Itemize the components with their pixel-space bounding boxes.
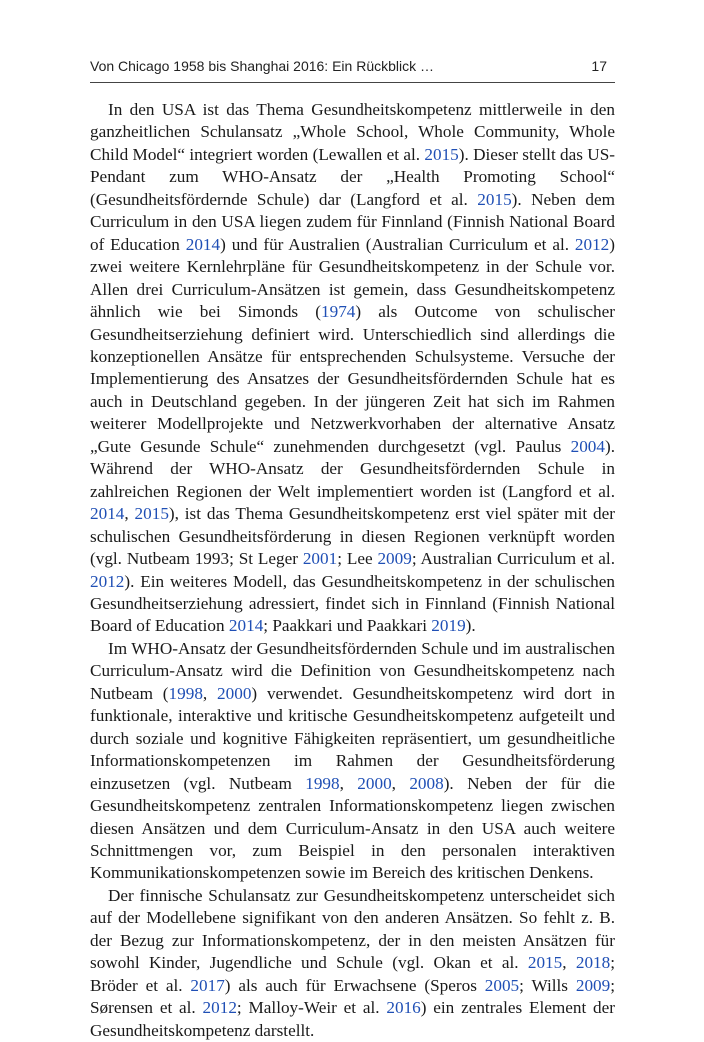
paragraph bbox=[90, 638, 615, 885]
citation-link[interactable]: 1998 bbox=[305, 773, 340, 793]
paragraph-text: ). Neben dem Curriculum in den USA liegen zudem für Finnland (Finnish National Board of Education bbox=[90, 189, 615, 254]
page-number: 17 bbox=[591, 58, 607, 74]
running-head bbox=[90, 58, 615, 78]
citation-link[interactable]: 1998 bbox=[168, 683, 203, 703]
citation-link[interactable]: 2017 bbox=[190, 975, 225, 995]
paragraph-text: , bbox=[202, 683, 218, 703]
paragraph-text: Der finnische Schulansatz zur Gesundheitskompetenz unterscheidet sich auf der Modellebene signifikant von den anderen Ansätzen. So fehlt z. B. der Bezug zur Informationskompetenz, der in den meisten Ansätzen für sowohl Kinder, Jugendliche und Schule (vgl. Okan et al. bbox=[90, 885, 615, 973]
citation-link[interactable]: 2014 bbox=[185, 234, 221, 254]
paragraph-text: , bbox=[562, 953, 576, 973]
paragraph-text: ; Malloy-Weir et al. bbox=[236, 998, 387, 1018]
paragraph-text: ) als Outcome von schulischer Gesundheitserziehung definiert wird. Unterschiedlich sind allerdings die konzeptionellen Ansätze für entsprechenden Schulsysteme. Versuche der Implementierung des Ansatzes der Gesundheitsfördernden Schule hat es auch in Deutschland gegeben. In der jüngeren Zeit hat sich im Rahmen weiterer Modellprojekte und Netzwerkvorhaben der alternative Ansatz „Gute Gesunde Schule“ zunehmenden durchgesetzt (vgl. Paulus bbox=[90, 302, 615, 456]
paragraph-text: ) zwei weitere Kernlehrpläne für Gesundheitskompetenz in der Schule vor. Allen drei Curriculum-Ansätzen ist gemein, dass Gesundheitskompetenz ähnlich wie bei Simonds ( bbox=[90, 234, 615, 322]
citation-link[interactable]: 2000 bbox=[357, 773, 392, 793]
running-head-title: Von Chicago 1958 bis Shanghai 2016: Ein Rückblick … bbox=[90, 58, 434, 74]
citation-link[interactable]: 2009 bbox=[575, 975, 611, 995]
citation-link[interactable]: 2018 bbox=[575, 953, 611, 973]
paragraph-text: ). Ein weiteres Modell, das Gesundheitskompetenz in der schulischen Gesundheitserziehung adressiert, findet sich in Finnland (Finnish National Board of Education bbox=[90, 571, 615, 636]
paragraph-text: In den USA ist das Thema Gesundheitskompetenz mittlerweile in den ganzheitlichen Schulansatz „Whole School, Whole Community, Whole Child Model“ integriert worden (Lewallen et al. bbox=[90, 100, 615, 164]
paragraph-text: ). Neben der für die Gesundheitskompetenz zentralen Informationskompetenz liegen zwischen diesen Ansätzen und dem Curriculum-Ansatz in den USA auch weitere Schnittmengen vor, zum Beispiel in den personalen interaktiven Kommunikationskompetenzen sowie im Bereich des kritischen Denkens. bbox=[90, 773, 616, 883]
citation-link[interactable]: 2004 bbox=[570, 436, 605, 456]
paragraph-text: ; Sørensen et al. bbox=[90, 975, 616, 1018]
citation-link[interactable]: 1974 bbox=[321, 302, 356, 322]
paragraph-text: ) und für Australien (Australian Curriculum et al. bbox=[220, 234, 575, 254]
paragraph bbox=[90, 885, 615, 1042]
paragraph-text: ; Australian Curriculum et al. bbox=[411, 549, 615, 569]
paragraph-text: , bbox=[339, 773, 358, 793]
paragraph-text: ; Bröder et al. bbox=[90, 953, 616, 995]
citation-link[interactable]: 2015 bbox=[527, 953, 563, 973]
citation-link[interactable]: 2012 bbox=[202, 998, 237, 1018]
paragraph-text: ; Wills bbox=[519, 975, 576, 995]
citation-link[interactable]: 2015 bbox=[424, 144, 459, 164]
paragraph-text: , bbox=[391, 773, 410, 793]
paragraph bbox=[90, 99, 615, 638]
citation-link[interactable]: 2015 bbox=[477, 189, 512, 209]
paragraph-text: ) ein zentrales Element der Gesundheitskompetenz darstellt. bbox=[90, 998, 615, 1040]
paragraph-text: ; Lee bbox=[337, 549, 378, 569]
citation-link[interactable]: 2001 bbox=[302, 549, 338, 569]
citation-link[interactable]: 2008 bbox=[409, 773, 444, 793]
citation-link[interactable]: 2012 bbox=[90, 571, 125, 591]
paragraph-text: Im WHO-Ansatz der Gesundheitsfördernden Schule und im australischen Curriculum-Ansatz wird die Definition von Gesundheitskompetenz nach Nutbeam ( bbox=[90, 638, 615, 703]
paragraph-text: ) als auch für Erwachsene (Speros bbox=[224, 975, 485, 995]
paragraph-text: , bbox=[124, 504, 135, 524]
citation-link[interactable]: 2005 bbox=[484, 975, 520, 995]
paragraph-text: ). bbox=[465, 616, 476, 636]
citation-link[interactable]: 2012 bbox=[574, 234, 610, 254]
paragraph-text: ), ist das Thema Gesundheitskompetenz erst viel später mit der schulischen Gesundheitsförderung in diesen Regionen verknüpft worden (vgl. Nutbeam 1993; St Leger bbox=[90, 504, 616, 569]
paragraph-text: ; Paakkari und Paakkari bbox=[263, 616, 432, 636]
paragraph-text: ). Dieser stellt das US-Pendant zum WHO-Ansatz der „Health Promoting School“ (Gesundheitsfördernde Schule) dar (Langford et al. bbox=[90, 144, 615, 209]
citation-link[interactable]: 2000 bbox=[217, 683, 252, 703]
paragraph-text: ) verwendet. Gesundheitskompetenz wird dort in funktionale, interaktive und kritische Gesundheitskompetenz aufgeteilt und durch soziale und kognitive Fähigkeiten repräsentiert, um gesundheitliche Informationskompetenzen im Rahmen der Gesundheitsförderung einzusetzen (vgl. Nutbeam bbox=[90, 683, 615, 793]
citation-link[interactable]: 2019 bbox=[431, 616, 466, 636]
citation-link[interactable]: 2015 bbox=[134, 504, 169, 524]
paragraph-text: ). Während der WHO-Ansatz der Gesundheitsfördernden Schule in zahlreichen Regionen der Welt implementiert worden ist (Langford et al. bbox=[90, 436, 615, 501]
citation-link[interactable]: 2014 bbox=[228, 616, 264, 636]
citation-link[interactable]: 2016 bbox=[386, 998, 421, 1018]
citation-link[interactable]: 2009 bbox=[377, 549, 412, 569]
body-text bbox=[90, 99, 615, 1042]
header-rule bbox=[90, 82, 615, 83]
citation-link[interactable]: 2014 bbox=[90, 504, 125, 524]
